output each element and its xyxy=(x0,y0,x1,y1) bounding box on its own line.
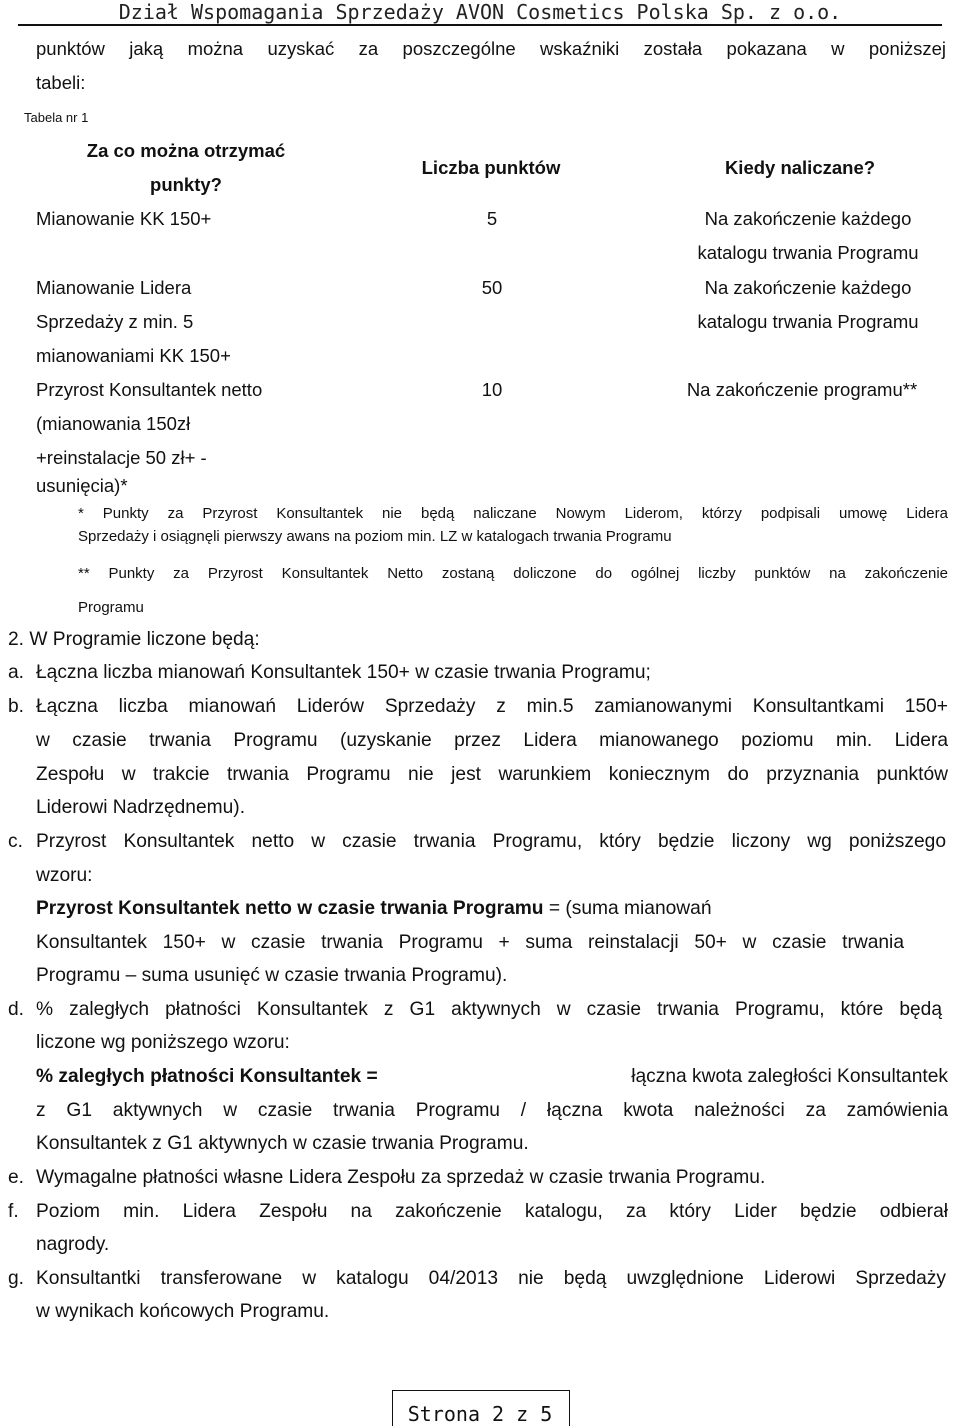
list-item-g: Konsultantki transferowane w katalogu 04/2013 nie będą uwzględnione Liderowi Sprzedaży xyxy=(36,1268,946,1289)
row-criterion: Mianowanie KK 150+ xyxy=(36,208,212,229)
footnote-1-line-1: * Punkty za Przyrost Konsultantek nie będą naliczane Nowym Liderom, którzy podpisali umowę Lidera xyxy=(78,505,948,522)
table-caption: Tabela nr 1 xyxy=(24,110,89,125)
row-criterion: mianowaniami KK 150+ xyxy=(36,345,231,366)
footnote-2-line-2: Programu xyxy=(78,599,144,616)
formula-c-line-1 xyxy=(36,897,712,921)
row-criterion: +reinstalacje 50 zł+ - xyxy=(36,447,207,468)
footnote-1-line-2: Sprzedaży i osiągnęli pierwszy awans na poziom min. LZ w katalogach trwania Programu xyxy=(78,528,672,545)
intro-line-2: tabeli: xyxy=(36,72,86,93)
list-marker: f. xyxy=(8,1201,19,1222)
row-points: 50 xyxy=(481,277,503,298)
row-points: 10 xyxy=(481,379,503,400)
list-item-e: Wymagalne płatności własne Lidera Zespołu za sprzedaż w czasie trwania Programu. xyxy=(36,1167,766,1188)
row-criterion: Mianowanie Lidera xyxy=(36,277,192,298)
formula-d-line: Konsultantek z G1 aktywnych w czasie trwania Programu. xyxy=(36,1133,529,1154)
list-item-b: Zespołu w trakcie trwania Programu nie jest warunkiem koniecznym do przyznania punktów xyxy=(36,764,948,785)
list-marker: e. xyxy=(8,1167,25,1188)
intro-line-1: punktów jaką można uzyskać za poszczególne wskaźniki została pokazana w poniższej xyxy=(36,38,946,59)
row-when: Na zakończenie programu** xyxy=(686,379,918,400)
row-criterion: Sprzedaży z min. 5 xyxy=(36,311,194,332)
list-item-d: % zaległych płatności Konsultantek z G1 aktywnych w czasie trwania Programu, które będą xyxy=(36,999,942,1020)
list-item-b: Łączna liczba mianowań Liderów Sprzedaży z min.5 zamianowanymi Konsultantkami 150+ xyxy=(36,696,948,717)
list-item-b: w czasie trwania Programu (uzyskanie przez Lidera mianowanego poziomu min. Lidera xyxy=(36,730,948,751)
page-number: Strona 2 z 5 xyxy=(407,1402,553,1426)
formula-d-term: % zaległych płatności Konsultantek = xyxy=(36,1066,378,1087)
row-when: katalogu trwania Programu xyxy=(697,311,919,332)
formula-c-line: Konsultantek 150+ w czasie trwania Programu + suma reinstalacji 50+ w czasie trwania xyxy=(36,932,904,953)
document-header: Dział Wspomagania Sprzedaży AVON Cosmetics Polska Sp. z o.o. xyxy=(118,0,842,24)
list-marker: d. xyxy=(8,999,25,1020)
list-item-f: nagrody. xyxy=(36,1234,110,1255)
header-rule xyxy=(18,24,942,26)
formula-c-term: Przyrost Konsultantek netto w czasie trwania Programu xyxy=(36,898,544,919)
list-item-f: Poziom min. Lidera Zespołu na zakończenie katalogu, za który Lider będzie odbierał xyxy=(36,1201,948,1222)
header-col-points: Liczba punktów xyxy=(421,157,561,178)
header-col-what-cont: punkty? xyxy=(150,174,222,195)
header-col-when: Kiedy naliczane? xyxy=(724,157,876,178)
list-item-c: Przyrost Konsultantek netto w czasie trwania Programu, który będzie liczony wg poniższego xyxy=(36,831,946,852)
row-when: Na zakończenie każdego xyxy=(704,208,912,229)
row-criterion: usunięcia)* xyxy=(36,475,128,496)
list-item-c: wzoru: xyxy=(36,865,93,886)
list-item-d: liczone wg poniższego wzoru: xyxy=(36,1032,290,1053)
formula-c-rest: = (suma mianowań xyxy=(543,898,712,919)
formula-d-line-1 xyxy=(36,1065,948,1089)
header-col-what: Za co można otrzymać xyxy=(86,140,286,161)
list-item-b: Liderowi Nadrzędnemu). xyxy=(36,797,246,818)
formula-d-rest: łączna kwota zaległości Konsultantek xyxy=(631,1066,948,1087)
row-when: Na zakończenie każdego xyxy=(704,277,912,298)
list-item-g: w wynikach końcowych Programu. xyxy=(36,1301,330,1322)
row-criterion: (mianowania 150zł xyxy=(36,413,191,434)
footnote-2-line-1: ** Punkty za Przyrost Konsultantek Netto zostaną doliczone do ogólnej liczby punktów na zakończenie xyxy=(78,565,948,582)
row-when: katalogu trwania Programu xyxy=(697,242,919,263)
list-marker: b. xyxy=(8,696,25,717)
row-criterion: Przyrost Konsultantek netto xyxy=(36,379,263,400)
list-item-a: Łączna liczba mianowań Konsultantek 150+ w czasie trwania Programu; xyxy=(36,662,651,683)
list-marker: g. xyxy=(8,1268,25,1289)
list-marker: c. xyxy=(8,831,23,852)
formula-d-line: z G1 aktywnych w czasie trwania Programu / łączna kwota należności za zamówienia xyxy=(36,1100,948,1121)
list-marker: a. xyxy=(8,662,25,683)
section-heading: 2. W Programie liczone będą: xyxy=(8,629,260,650)
row-points: 5 xyxy=(486,208,498,229)
formula-c-line: Programu – suma usunięć w czasie trwania Programu). xyxy=(36,965,508,986)
